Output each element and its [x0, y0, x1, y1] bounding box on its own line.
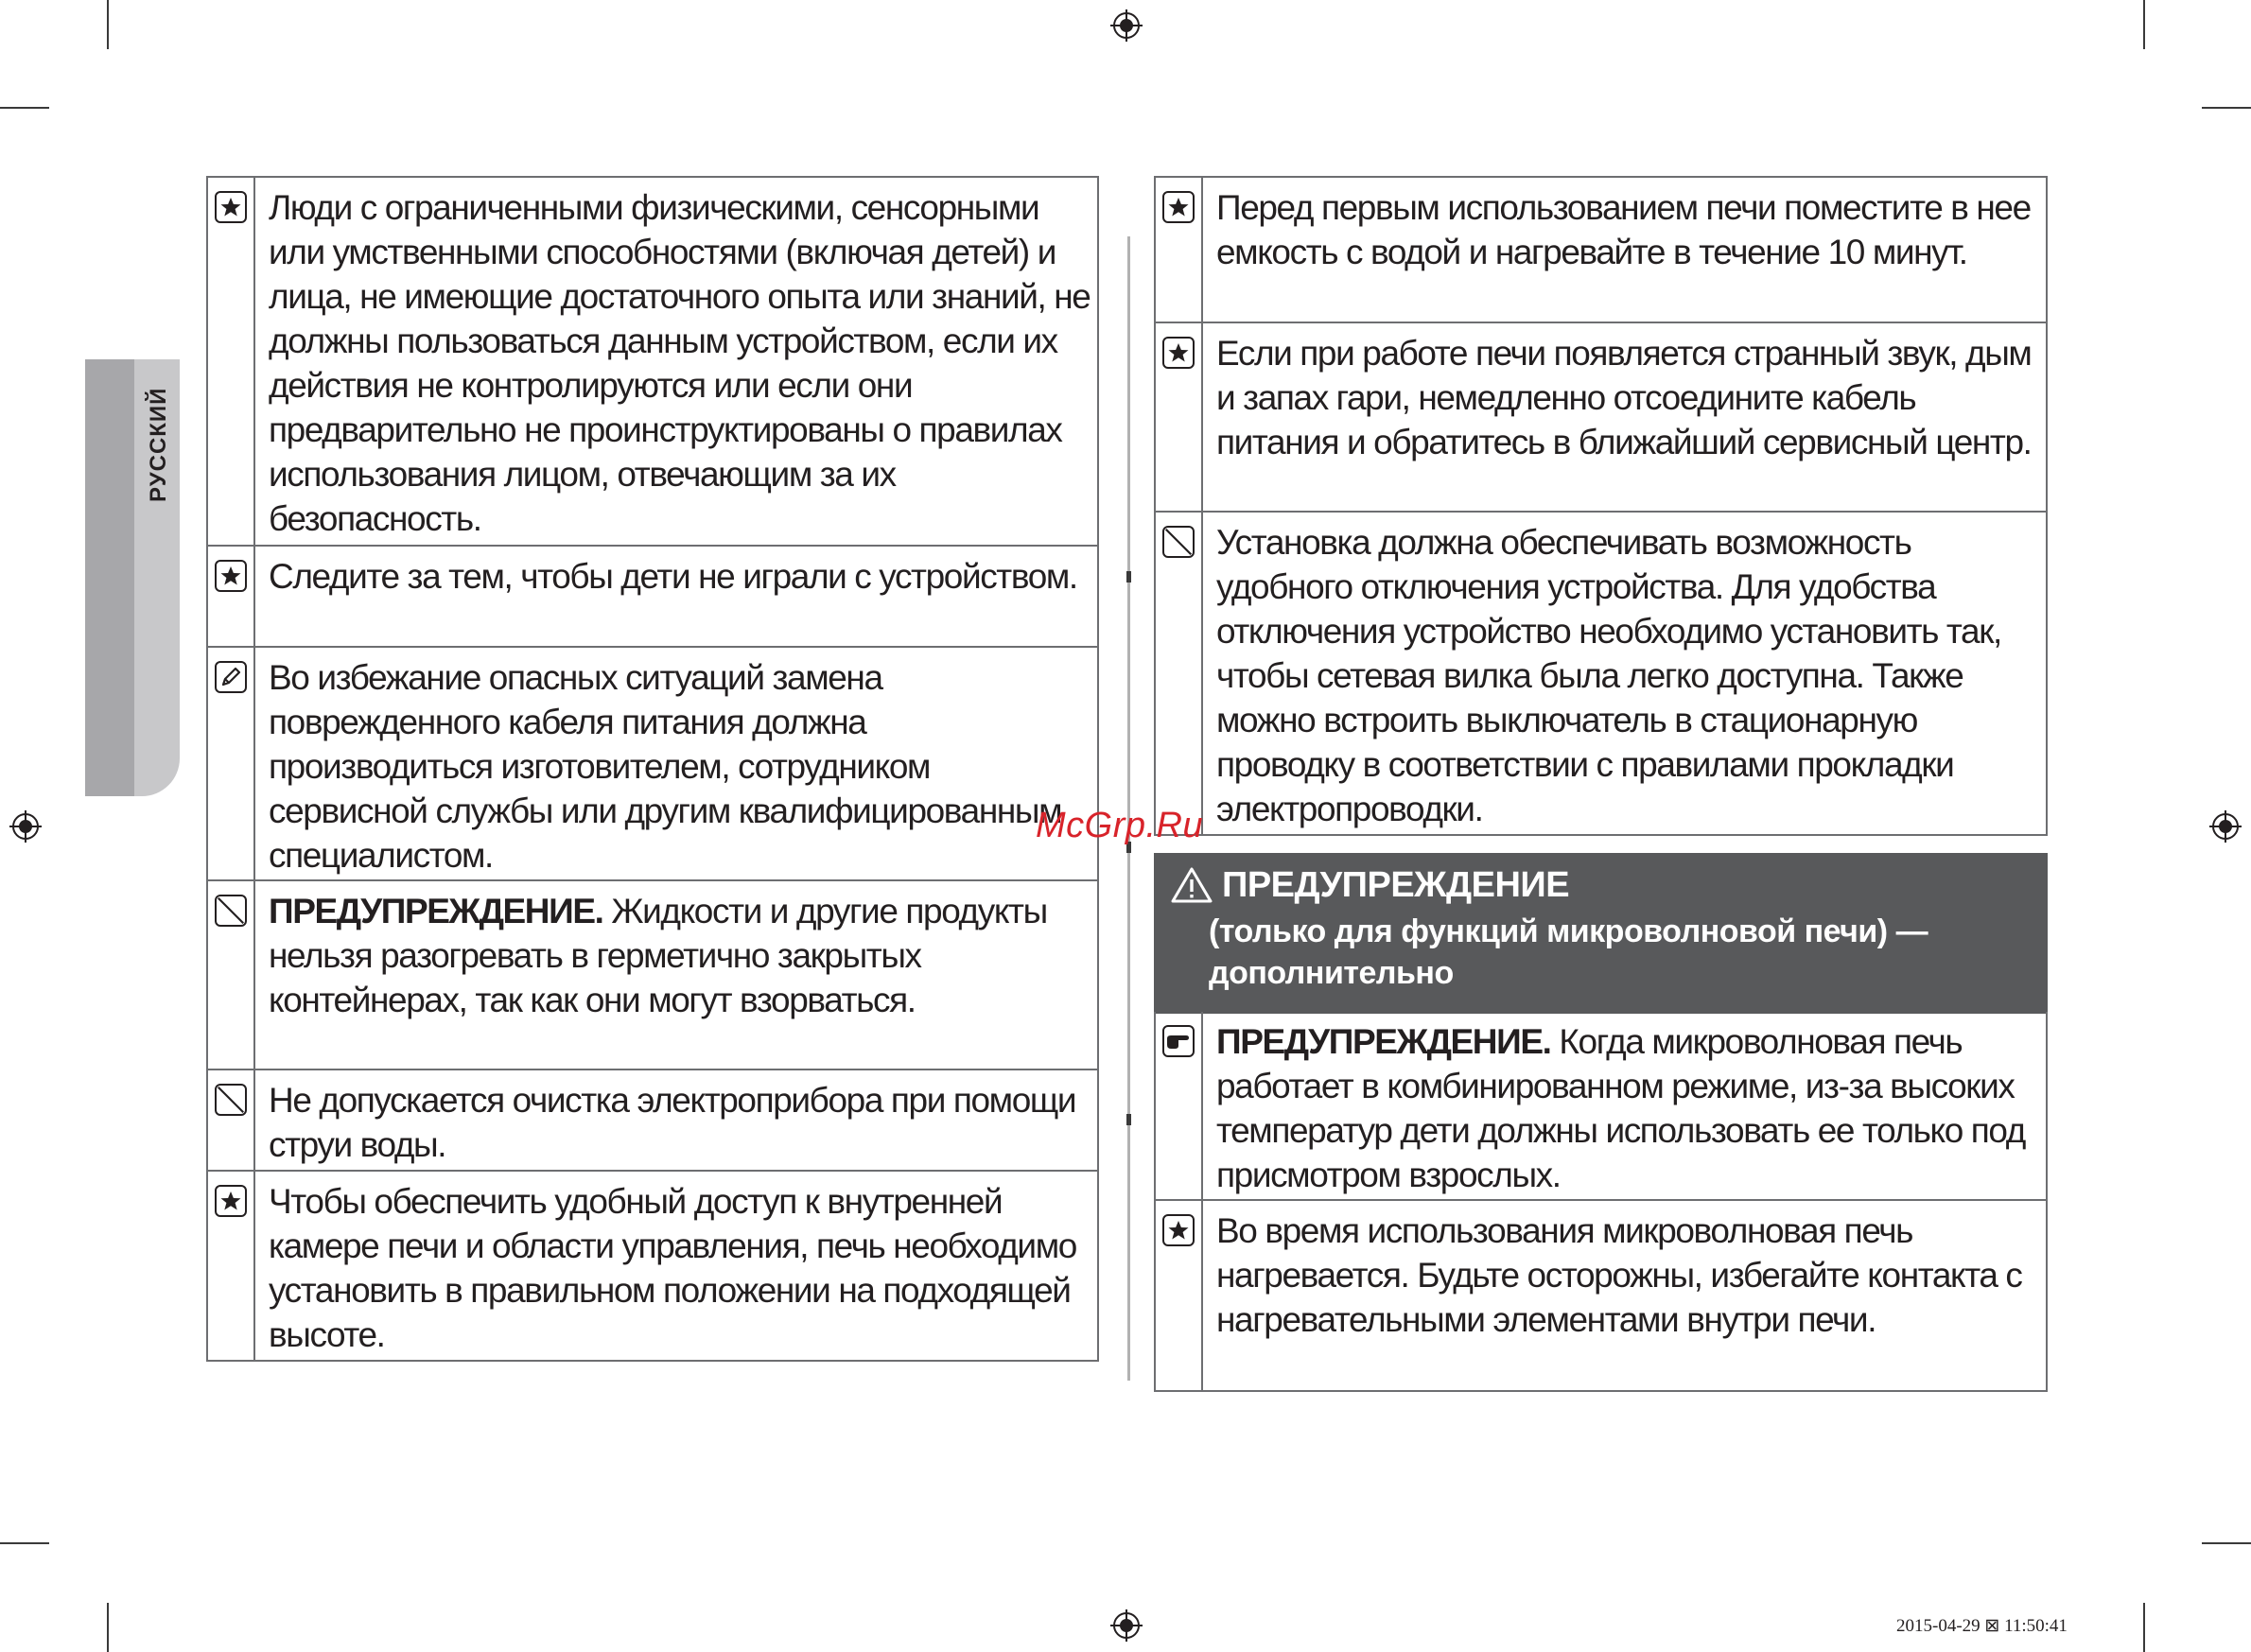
icon-cell [1156, 178, 1203, 322]
instruction-row [1156, 1012, 2046, 1201]
crop-mark [107, 0, 109, 49]
instruction-row [1156, 1201, 2046, 1390]
warning-header [1154, 853, 2048, 1014]
language-tab-stripe [85, 359, 134, 796]
warning-label: ПРЕДУПРЕЖДЕНИЕ. [1216, 1022, 1551, 1061]
instruction-row [208, 1070, 1097, 1172]
print-glyph: ⊠ [1984, 1616, 2000, 1636]
pencil-icon [215, 661, 247, 693]
instruction-body: Когда микроволновая печь работает в комбинированном режиме, из-за высоких температур дети должны использовать ее только под присмотром взрослых. [1216, 1022, 2025, 1194]
print-time: 11:50:41 [2004, 1616, 2068, 1636]
crop-mark [2202, 1542, 2251, 1544]
warning-triangle-icon [1171, 867, 1213, 903]
instruction-row [1156, 323, 2046, 513]
right-instructions-table [1154, 176, 2048, 836]
crop-mark [107, 1603, 109, 1652]
print-date: 2015-04-29 [1896, 1616, 1981, 1636]
instruction-text [255, 881, 1097, 1069]
icon-cell [1156, 1012, 1203, 1199]
star-icon [1162, 1214, 1195, 1246]
microwave-warning-table [1154, 1012, 2048, 1392]
warning-subtitle-line1: (только для функций микроволновой печи) — [1209, 913, 1928, 949]
prohibited-icon [215, 895, 247, 927]
instruction-row [1156, 513, 2046, 834]
instruction-row [208, 1172, 1097, 1360]
star-icon [215, 1185, 247, 1217]
icon-cell [1156, 323, 1203, 511]
registration-mark-icon [2209, 810, 2242, 843]
icon-cell [1156, 1201, 1203, 1390]
left-instructions-table [206, 176, 1099, 1362]
instruction-text: Установка должна обеспечивать возможность удобного отключения устройства. Для удобства отключения устройство необходимо установить так, чтобы сетевая вилка была легко доступна. Также можно встроить выключатель в стационарную проводку в соответствии с правилами прокладки электропроводки. [1216, 523, 2001, 828]
crop-mark [2202, 107, 2251, 109]
divider-mark [1126, 571, 1131, 583]
warning-title-row [1171, 862, 2048, 908]
instruction-row [208, 547, 1097, 648]
instruction-row [208, 178, 1097, 547]
icon-cell [208, 178, 255, 545]
registration-mark-icon [9, 810, 42, 843]
star-icon [215, 560, 247, 592]
instruction-text: Не допускается очистка электроприбора при помощи струи воды. [269, 1081, 1076, 1164]
crop-mark [0, 107, 49, 109]
print-timestamp [1896, 1615, 2068, 1637]
icon-cell [208, 547, 255, 646]
star-icon [215, 191, 247, 223]
prohibited-icon [1162, 526, 1195, 558]
icon-cell [1156, 513, 1203, 834]
icon-cell [208, 1070, 255, 1170]
instruction-text: Чтобы обеспечить удобный доступ к внутренней камере печи и области управления, печь необходимо установить в правильном положении на подходящей высоте. [269, 1182, 1076, 1354]
instruction-text: Если при работе печи появляется странный звук, дым и запах гари, немедленно отсоедините кабель питания и обратитесь в ближайший сервисный центр. [1216, 334, 2032, 461]
crop-mark [2143, 0, 2145, 49]
registration-mark-icon [1110, 1609, 1143, 1642]
instruction-row [208, 881, 1097, 1070]
icon-cell [208, 648, 255, 879]
language-label: РУССКИЙ [146, 387, 171, 502]
instruction-text: Следите за тем, чтобы дети не играли с устройством. [269, 557, 1077, 596]
crop-mark [2143, 1603, 2145, 1652]
watermark: McGrp.Ru [1036, 806, 1204, 845]
instruction-text: Люди с ограниченными физическими, сенсорными или умственными способностями (включая детей) и лица, не имеющие достаточного опыта или знаний, не должны пользоваться данным устройством, если их действия не контролируются или если они предварительно не проинструктированы о правилах использования лицом, отвечающим за их безопасность. [269, 188, 1091, 538]
star-icon [1162, 337, 1195, 369]
instruction-text [1203, 1012, 2046, 1199]
instruction-body: Жидкости и другие продукты нельзя разогревать в герметично закрытых контейнерах, так как они могут взорваться. [269, 892, 1047, 1019]
instruction-row [208, 648, 1097, 881]
crop-mark [0, 1542, 49, 1544]
icon-cell [208, 1172, 255, 1360]
prohibited-icon [215, 1084, 247, 1116]
star-icon [1162, 191, 1195, 223]
instruction-text: Во время использования микроволновая печь нагревается. Будьте осторожны, избегайте контакта с нагревательными элементами внутри печи. [1216, 1211, 2022, 1339]
instruction-row [1156, 178, 2046, 323]
icon-cell [208, 881, 255, 1069]
hand-point-icon [1162, 1025, 1195, 1057]
registration-mark-icon [1110, 9, 1143, 42]
instruction-text: Перед первым использованием печи поместите в нее емкость с водой и нагревайте в течение 10 минут. [1216, 188, 2031, 271]
warning-subtitle-line2: дополнительно [1209, 955, 1454, 991]
warning-label: ПРЕДУПРЕЖДЕНИЕ. [269, 892, 603, 930]
instruction-text: Во избежание опасных ситуаций замена поврежденного кабеля питания должна производиться изготовителем, сотрудником сервисной службы или другим квалифицированным специалистом. [269, 658, 1062, 875]
divider-mark [1126, 1114, 1131, 1125]
warning-title: ПРЕДУПРЕЖДЕНИЕ [1222, 865, 1570, 905]
